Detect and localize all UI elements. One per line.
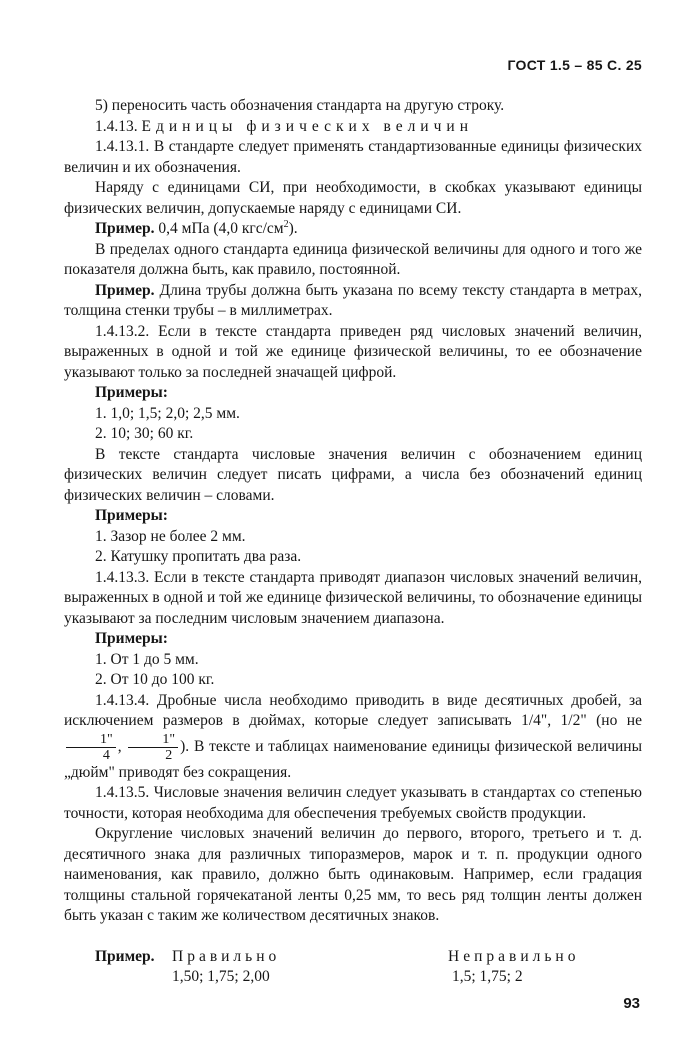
example-text-end: ). (288, 220, 298, 237)
example-text: Длина трубы должна быть указана по всему тексту стандарта в метрах, толщина стенки трубы – в миллиметрах. (64, 281, 642, 319)
fraction-denominator: 2 (165, 747, 173, 763)
section-number: 1.4.13. (95, 117, 138, 135)
example-line (64, 281, 642, 322)
examples-label (64, 383, 642, 404)
list-item: 1. Зазор не более 2 мм. (95, 527, 246, 545)
correct-column (172, 947, 448, 988)
fraction-denominator: 4 (102, 747, 110, 763)
list-item: 1. 1,0; 1,5; 2,0; 2,5 мм. (95, 404, 240, 422)
paragraph: 1.4.13.1. В стандарте следует применять стандартизованные единицы физических величин и их обозначения. (64, 138, 642, 176)
example-label: Пример. (95, 281, 155, 299)
list-item: 2. От 10 до 100 кг. (95, 671, 215, 688)
list-item: 2. 10; 30; 60 кг. (95, 425, 194, 442)
example-table-label (64, 947, 172, 988)
examples-label-text: Примеры: (95, 630, 168, 647)
document-body (64, 96, 642, 988)
paragraph: 1.4.13.2. Если в тексте стандарта приведен ряд числовых значений величин, выраженных в одной и той же единице физической величины, то ее обозначение указывают только за последней значащей цифрой. (64, 322, 642, 381)
section-title: Единицы физических величин (141, 117, 473, 135)
paragraph: Наряду с единицами СИ, при необходимости, в скобках указывают единицы физических величин, допускаемые наряду с единицами СИ. (64, 179, 642, 217)
paragraph: 5) переносить часть обозначения стандарта на другую строку. (95, 97, 505, 114)
fraction-numerator: 1" (66, 732, 116, 748)
fraction (66, 732, 116, 763)
example-text: 0,4 мПа (4,0 кгс/см (154, 220, 284, 237)
fraction-numerator: 1" (128, 732, 178, 748)
section-heading (64, 117, 642, 138)
examples-label-text: Примеры: (95, 384, 168, 401)
paragraph-text-end: ). В тексте и таблицах наименование единицы физической величины „дюйм" приводят без сокращения. (64, 737, 642, 781)
correct-heading: Правильно (172, 947, 281, 965)
list-item: 2. Катушку пропитать два раза. (95, 548, 302, 565)
incorrect-heading: Неправильно (448, 947, 580, 965)
example-label: Пример. (95, 947, 155, 965)
list-item: 1. От 1 до 5 мм. (95, 650, 199, 668)
paragraph: В тексте стандарта числовые значения величин с обозначением единиц физических величин следует писать цифрами, а числа без обозначений единиц физических величин – словами. (64, 445, 642, 504)
page-header: ГОСТ 1.5 – 85 С. 25 (507, 57, 642, 73)
superscript: 2 (283, 218, 289, 230)
examples-label (64, 506, 642, 527)
correct-value: 1,50; 1,75; 2,00 (172, 968, 270, 985)
paragraph-text: 1.4.13.4. Дробные числа необходимо приводить в виде десятичных дробей, за исключением размеров в дюймах, которые следует записывать 1/4", 1/2" (но не (64, 691, 642, 729)
fraction (128, 732, 178, 763)
paragraph: Округление числовых значений величин до первого, второго, третьего и т. д. десятичного знака для различных типоразмеров, марок и т. п. продукции одного наименования, как правило, должно быть одинаковым. Например, если градация толщины стальной горячекатаной ленты 0,25 мм, то весь ряд толщин ленты должен быть указан с таким же количеством десятичных знаков. (64, 825, 642, 924)
incorrect-value: 1,5; 1,75; 2 (452, 968, 523, 985)
examples-label (64, 629, 642, 650)
paragraph: 1.4.13.3. Если в тексте стандарта приводят диапазон числовых значений величин, выраженных в одной и той же единице физической величины, то обозначение единицы указывают за последним числовым значением диапазона. (64, 568, 642, 627)
paragraph-with-fractions (64, 691, 642, 784)
example-table (64, 947, 642, 988)
page-number: 93 (623, 995, 640, 1012)
examples-label-text: Примеры: (95, 507, 168, 524)
paragraph: В пределах одного стандарта единица физической величины для одного и того же показателя должна быть, как правило, постоянной. (64, 240, 642, 278)
example-line (64, 219, 642, 240)
paragraph: 1.4.13.5. Числовые значения величин следует указывать в стандартах со степенью точности, которая необходима для обеспечения требуемых свойств продукции. (64, 784, 642, 822)
fraction-separator: , (117, 737, 127, 755)
incorrect-column (448, 947, 642, 988)
example-label: Пример. (95, 220, 155, 237)
